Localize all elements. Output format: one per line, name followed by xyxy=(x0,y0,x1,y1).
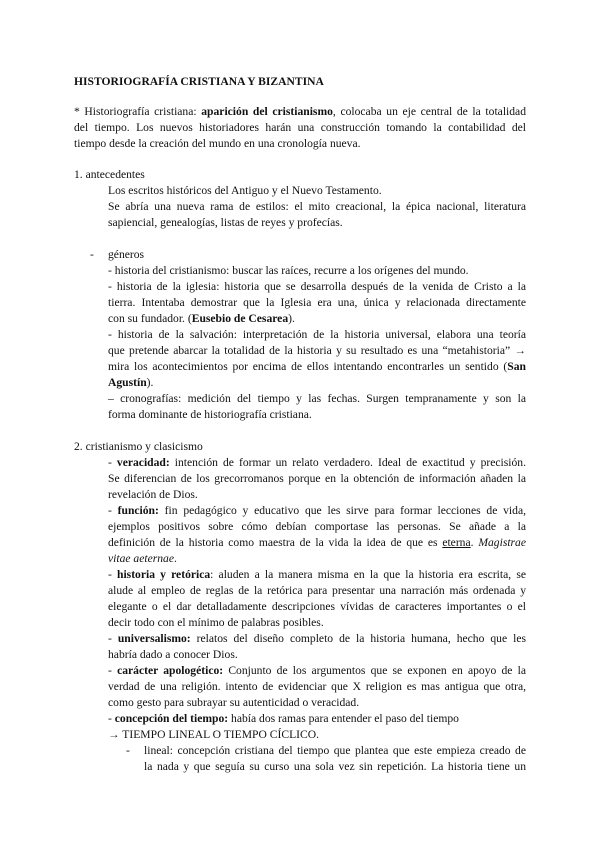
retorica-line-1: - historia y retórica: aluden a la manera misma en la que la historia era escrita, se xyxy=(108,568,526,581)
lineal-bullet: - xyxy=(126,744,130,757)
apologetico-line-3: como gesto para subrayar su autenticidad o veracidad. xyxy=(108,696,360,709)
veracidad-line-2: Se diferencian de los grecorromanos porque en la obtención de información añaden la xyxy=(108,472,526,485)
generos-item-2-line-1: - historia de la iglesia: historia que se desarrolla después de la venida de Cristo a la xyxy=(108,280,526,293)
generos-item-3-line-3: mira los acontecimientos por encima de ellos intentando encontrarles un sentido (San xyxy=(108,360,526,373)
funcion-line-2: ejemplos positivos sobre cómo debían comportase las personas. Se añade a la xyxy=(108,520,526,533)
generos-item-2-line-2: tierra. Intentaba demostrar que la Iglesia era una, única y relacionada directamente xyxy=(108,296,526,309)
universalismo-line-1: - universalismo: relatos del diseño completo de la historia humana, hecho que les xyxy=(108,632,526,645)
generos-item-4-line-1: – cronografías: medición del tiempo y las fechas. Surgen tempranamente y son la xyxy=(108,392,526,405)
generos-bullet: - xyxy=(90,248,94,261)
generos-item-1: - historia del cristianismo: buscar las raíces, recurre a los orígenes del mundo. xyxy=(108,264,469,277)
funcion-line-3: definición de la historia como maestra de la vida la idea de que es eterna. Magistrae xyxy=(108,536,527,549)
generos-item-4-line-2: forma dominante de historiografía cristiana. xyxy=(108,408,312,421)
intro-line-1: * Historiografía cristiana: aparición del cristianismo, colocaba un eje central de la totalidad xyxy=(74,105,526,118)
generos-heading: géneros xyxy=(108,248,145,261)
apologetico-line-1: - carácter apologético: Conjunto de los argumentos que se exponen en apoyo de la xyxy=(108,664,527,677)
veracidad-line-3: revelación de Dios. xyxy=(108,488,198,501)
intro-line-2: del tiempo. Los nuevos historiadores harán una construcción tomando la contabilidad del xyxy=(74,121,526,134)
tiempo-line-1: - concepción del tiempo: había dos ramas para entender el paso del tiempo xyxy=(108,712,459,725)
generos-item-2-line-3: con su fundador. (Eusebio de Cesarea). xyxy=(108,312,295,325)
lineal-line-2: la nada y que seguía su curso una sola vez sin repetición. La historia tiene un xyxy=(144,760,526,773)
universalismo-line-2: habría dado a conocer Dios. xyxy=(108,648,238,661)
s1-line-1: Los escritos históricos del Antiguo y el Nuevo Testamento. xyxy=(108,184,382,197)
generos-item-3-line-1: - historia de la salvación: interpretación de la historia universal, elabora una teoría xyxy=(108,328,526,341)
retorica-line-3: elegante o el dar detalladamente descripciones vívidas de caracteres importantes o el xyxy=(108,600,526,613)
document-title: HISTORIOGRAFÍA CRISTIANA Y BIZANTINA xyxy=(74,75,324,88)
generos-item-3-line-4: Agustín). xyxy=(108,376,154,389)
generos-item-3-line-2: que pretende abarcar la totalidad de la historia y su resultado es una “metahistoria” → xyxy=(108,344,526,357)
funcion-line-1: - función: fin pedagógico y educativo que les sirve para formar lecciones de vida, xyxy=(108,504,526,517)
section-1-heading: 1. antecedentes xyxy=(74,168,145,181)
tiempo-line-2: → TIEMPO LINEAL O TIEMPO CÍCLICO. xyxy=(108,728,320,741)
intro-line-3: tiempo desde la creación del mundo en una cronología nueva. xyxy=(74,137,361,150)
retorica-line-2: alude al empleo de reglas de la retórica para presentar una narración más ordenada y xyxy=(108,584,526,597)
lineal-line-1: lineal: concepción cristiana del tiempo que plantea que este empieza creado de xyxy=(144,744,526,757)
s1-line-2: Se abría una nueva rama de estilos: el mito creacional, la épica nacional, literatura xyxy=(108,200,526,213)
retorica-line-4: decir todo con el mínimo de palabras posibles. xyxy=(108,616,324,629)
apologetico-line-2: verdad de una religión. intento de evidenciar que X religion es mas antigua que otra, xyxy=(108,680,526,693)
section-2-heading: 2. cristianismo y clasicismo xyxy=(74,440,203,453)
s1-line-3: sapiencial, genealogías, listas de reyes y profecías. xyxy=(108,216,343,229)
funcion-line-4: vitae aeternae. xyxy=(108,552,177,565)
veracidad-line-1: - veracidad: intención de formar un relato verdadero. Ideal de exactitud y precisión. xyxy=(108,456,526,469)
